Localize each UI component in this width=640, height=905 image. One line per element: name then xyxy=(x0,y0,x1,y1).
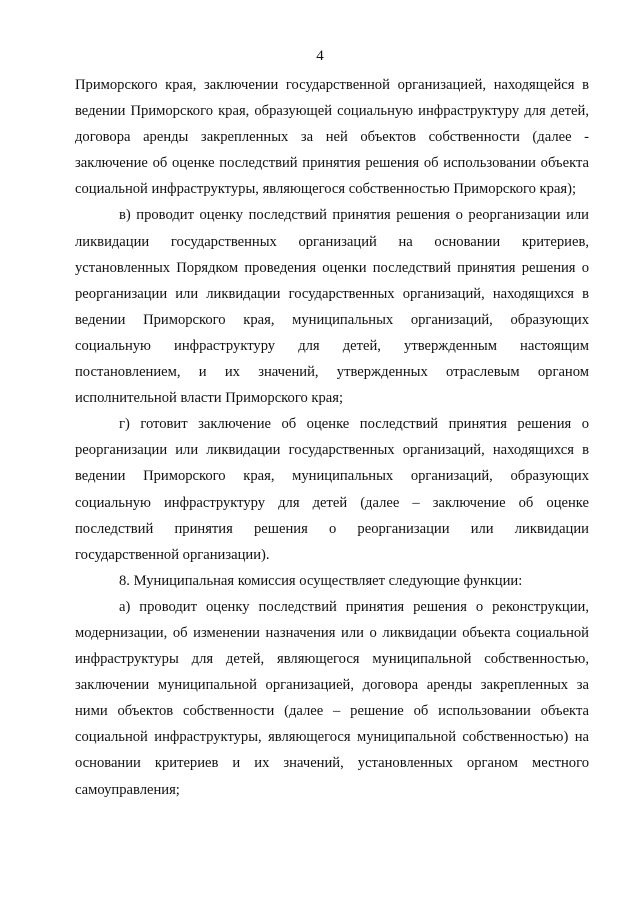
paragraph-item-a: а) проводит оценку последствий принятия решения о реконструкции, модернизации, об изменении назначения или о ликвидации объекта социальной инфраструктуры для детей, являющегося муниципальной собственностью, заключении муниципальной организацией, договора аренды закрепленных за ними объектов собственности (далее – решение об использовании объекта социальной инфраструктуры, являющегося муниципальной собственностью) на основании критериев и их значений, установленных органом местного самоуправления; xyxy=(75,598,589,798)
paragraph-item-v: в) проводит оценку последствий принятия решения о реорганизации или ликвидации государственных организаций на основании критериев, установленных Порядком проведения оценки последствий принятия решения о реорганизации или ликвидации государственных организаций, находящихся в ведении Приморского края, муниципальных организаций, образующих социальную инфраструктуру для детей, утвержденным настоящим постановлением, и их значений, утвержденных отраслевым органом исполнительной власти Приморского края; xyxy=(75,207,589,407)
body-text xyxy=(75,72,589,803)
paragraph-item-g: г) готовит заключение об оценке последствий принятия решения о реорганизации или ликвидации государственных организаций, находящихся в ведении Приморского края, муниципальных организаций, образующих социальную инфраструктуру для детей (далее – заключение об оценке последствий принятия решения о реорганизации или ликвидации государственной организации). xyxy=(75,416,589,563)
paragraph-clause-8: 8. Муниципальная комиссия осуществляет следующие функции: xyxy=(119,572,523,589)
page-number: 4 xyxy=(316,48,324,64)
paragraph-continuation: Приморского края, заключении государственной организацией, находящейся в ведении Приморского края, образующей социальную инфраструктуру для детей, договора аренды закрепленных за ней объектов собственности (далее - заключение об оценке последствий принятия решения об использовании объекта социальной инфраструктуры, являющегося собственностью Приморского края); xyxy=(75,77,589,198)
